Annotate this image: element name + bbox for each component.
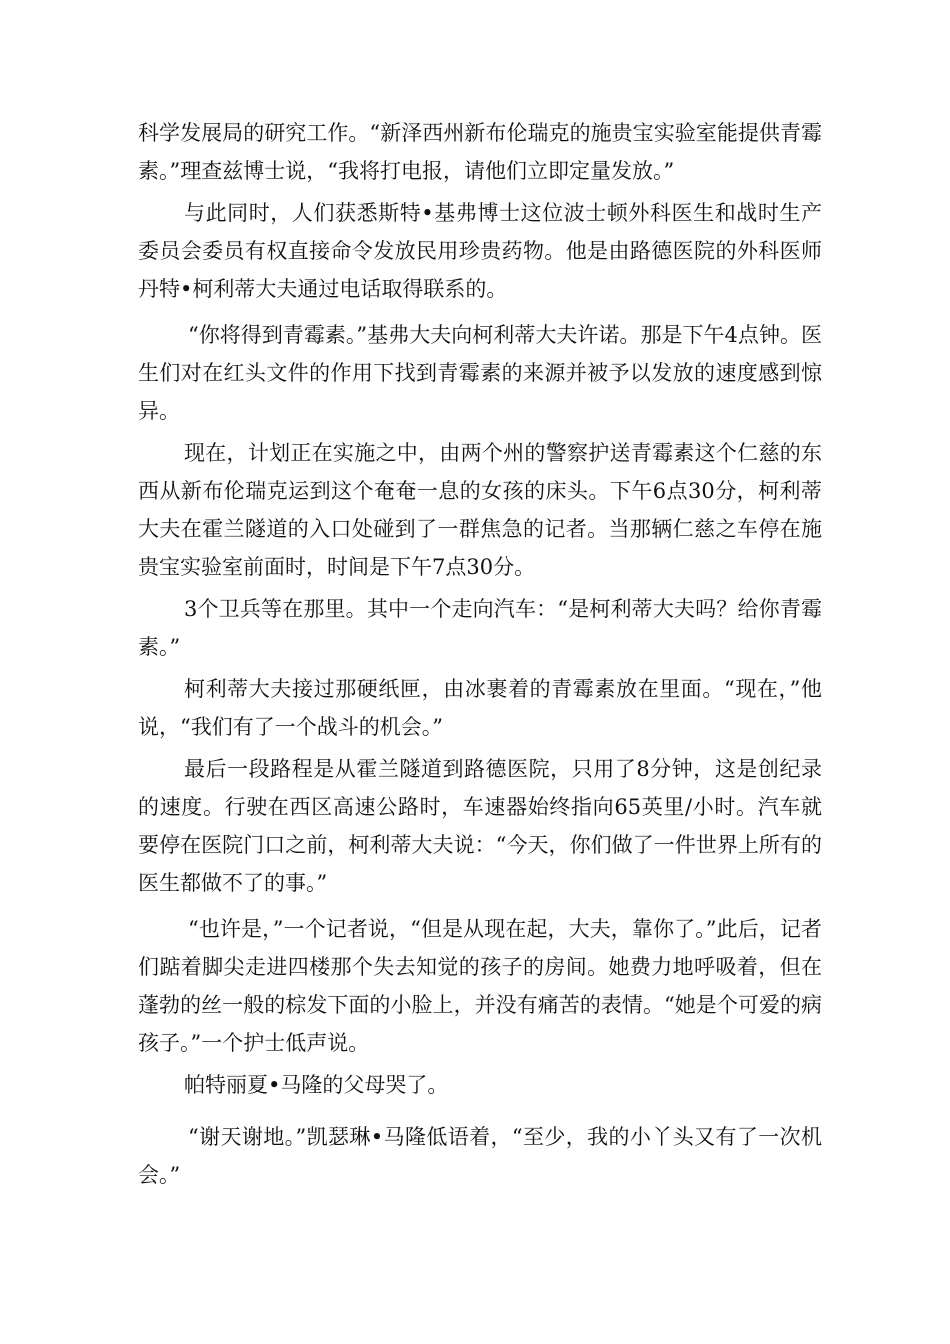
paragraph-5: 3个卫兵等在那里。其中一个走向汽车：“是柯利蒂大夫吗？给你青霉素。” xyxy=(138,597,822,659)
paragraph-8: “也许是，”一个记者说，“但是从现在起，大夫，靠你了。”此后，记者们踮着脚尖走进四楼那个失去知觉的孩子的房间。她费力地呼吸着，但在蓬勃的丝一般的棕发下面的小脸上，并没有痛苦的表情。“她是个可爱的病孩子。”一个护士低声说。 xyxy=(138,917,822,1055)
paragraph-7: 最后一段路程是从霍兰隧道到路德医院，只用了8分钟，这是创纪录的速度。行驶在西区高速公路时，车速器始终指向65英里/小时。汽车就要停在医院门口之前，柯利蒂大夫说：“今天，你们做了一件世界上所有的医生都做不了的事。” xyxy=(138,757,822,895)
paragraph-1: 科学发展局的研究工作。“新泽西州新布伦瑞克的施贵宝实验室能提供青霉素。”理查兹博士说，“我将打电报，请他们立即定量发放。” xyxy=(138,121,822,183)
paragraph-9: 帕特丽夏•马隆的父母哭了。 xyxy=(184,1073,449,1097)
paragraph-3: “你将得到青霉素。”基弗大夫向柯利蒂大夫许诺。那是下午4点钟。医生们对在红头文件的作用下找到青霉素的来源并被予以发放的速度感到惊异。 xyxy=(138,323,822,423)
paragraph-10: “谢天谢地。”凯瑟琳•马隆低语着，“至少，我的小丫头又有了一次机会。” xyxy=(138,1125,822,1187)
paragraph-6: 柯利蒂大夫接过那硬纸匣，由冰裹着的青霉素放在里面。“现在，”他说，“我们有了一个战斗的机会。” xyxy=(138,677,822,739)
paragraph-2: 与此同时，人们获悉斯特•基弗博士这位波士顿外科医生和战时生产委员会委员有权直接命令发放民用珍贵药物。他是由路德医院的外科医师丹特•柯利蒂大夫通过电话取得联系的。 xyxy=(138,201,822,301)
paragraph-4: 现在，计划正在实施之中，由两个州的警察护送青霉素这个仁慈的东西从新布伦瑞克运到这个奄奄一息的女孩的床头。下午6点30分，柯利蒂大夫在霍兰隧道的入口处碰到了一群焦急的记者。当那辆仁慈之车停在施贵宝实验室前面时，时间是下午7点30分。 xyxy=(138,441,822,579)
body-text xyxy=(138,114,822,1194)
